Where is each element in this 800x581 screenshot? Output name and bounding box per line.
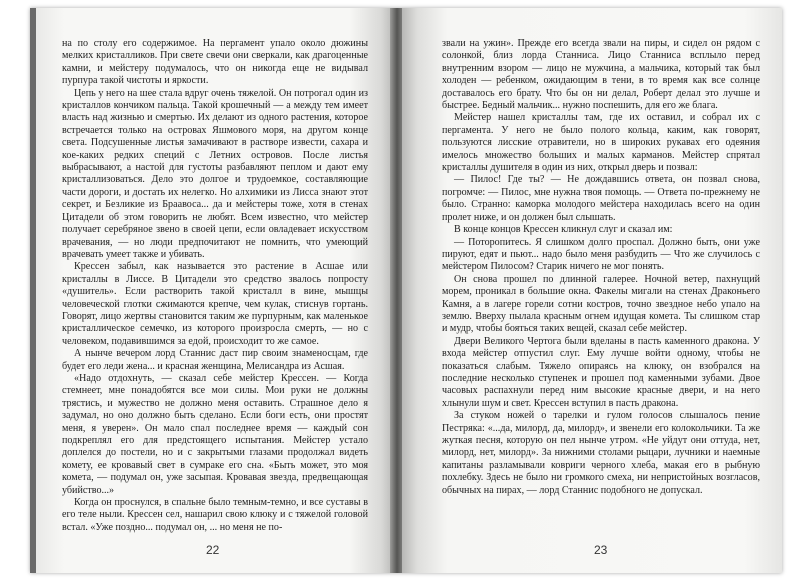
right-page-text [442, 38, 760, 497]
paragraph: — Пилос! Где ты? — Не дождавшись ответа, он позвал снова, погромче: — Пилос, мне нужна твоя помощь. — Ответа по-прежнему не было. Странно: каморка молодого мейстера находилась всего на один пролет ниже, и он должен был слышать. [442, 174, 760, 223]
paragraph: на по столу его содержимое. На пергамент упало около дюжины мелких кристалликов. При свете свечи они сверкали, как драгоценные камни, и мейстеру подумалось, что он никогда еще не видывал пурпура такой чистоты и яркости. [62, 38, 368, 87]
paragraph: Когда он проснулся, в спальне было темным-темно, и все суставы в его теле ныли. Крессен сел, нашарил свою клюку и с тяжелой головой встал. «Уже поздно... подумал он, ... но меня не по- [62, 497, 368, 533]
paragraph: — Поторопитесь. Я слишком долго проспал. Должно быть, они уже пируют, едят и пьют... надо было меня разбудить — Что же случилось с мейстером Пилосом? Старик ничего не мог понять. [442, 236, 760, 273]
paragraph: Цепь у него на шее стала вдруг очень тяжелой. Он потрогал один из кристаллов кончиком пальца. Такой крошечный — а между тем имеет власть над жизнью и смертью. Их делают из одного растения, которое встречается только на островах Яшмового моря, на другом конце света. Подсушенные листья замачивают в растворе извести, сахара и кое-каких редких специй с Летних островов. После листья выбрасывают, а настой для густоты разбавляют пеплом и дают ему кристаллизоваться. Дело это долгое и трудоемкое, составляющие части дороги, и достать их нелегко. Но алхимики из Лисса знают этот секрет, и Безликие из Браавоса... да и мейстеры тоже, хотя в стенах Цитадели об этом говорить не любят. Всем известно, что мейстер получает серебряное звено в своей цепи, если овладевает искусством врачевания, — но люди предпочитают не помнить, что умеющий врачевать умеет также и убивать. [62, 87, 368, 260]
page-number-right: 23 [594, 543, 608, 557]
page-number-left: 22 [206, 543, 220, 557]
left-page-text [62, 38, 368, 534]
paragraph: А нынче вечером лорд Станнис даст пир своим знаменосцам, где будет его леди жена... и красная женщина, Мелисандра из Асшая. [62, 348, 368, 372]
paragraph: Крессен забыл, как называется это растение в Асшае или кристаллы в Лиссе. В Цитадели это средство звалось попросту «душитель». Если растворить такой кристалл в вине, мышцы человеческой глотки сжимаются крепче, чем кулак, стиснув гортань. Говорят, лицо жертвы становится таким же пурпурным, как маленькое кристаллическое семечко, из которого произросла смерть, — но с человеком, подавившимся за едой, происходит то же самое. [62, 261, 368, 347]
paragraph: Мейстер нашел кристаллы там, где их оставил, и собрал их с пергамента. У него не было полого кольца, каким, как говорят, пользуются лисские отравители, но в широких рукавах его одеяния имелось множество больших и малых карманов. Мейстер спрятал кристаллы душителя в один из них, открыл дверь и позвал: [442, 112, 760, 174]
paragraph: За стуком ножей о тарелки и гулом голосов слышалось пение Пестряка: «...да, милорд, да, милорд», и звенели его колокольчики. Та же жуткая песня, которую он пел нынче утром. «Не уйдут они оттуда, нет, милорд, нет, милорд». За нижними столами рыцари, лучники и наемные капитаны разламывали ковриги черного хлеба, макая его в рыбную похлебку. Здесь не было ни громкого смеха, ни непристойных возгласов, обычных на пирах, — лорд Станнис подобного не допускал. [442, 410, 760, 496]
paragraph: В конце концов Крессен кликнул слуг и сказал им: [454, 224, 673, 236]
right-page [402, 8, 782, 573]
paragraph: звали на ужин». Прежде его всегда звали на пиры, и сидел он рядом с солонкой, близ лорда Станниса. Лицо Станниса всплыло перед внутренним взором — лицо не мужчина, а мальчика, который так был холоден — ребенком, ожидающим в тени, в то время как все солнце доставалось его брату. Что бы он ни делал, Роберт делал это лучше и быстрее. Бедный мальчик... нужно поспешить, для его же блага. [442, 38, 760, 112]
left-page [30, 8, 392, 573]
open-book [30, 8, 782, 573]
paragraph: «Надо отдохнуть, — сказал себе мейстер Крессен. — Когда стемнеет, мне понадобятся все мои силы. Мои руки не должны трястись, и мужество не должно меня оставить. Страшное дело я задумал, но оно должно быть сделано. Если боги есть, они простят меня, я уверен». Он мало спал последнее время — каждый сон подкреплял его для предстоящего испытания. Мейстер устало доплелся до постели, но и с закрытыми глазами продолжал видеть комету, ее кровавый свет в сумраке его сна. «Быть может, это моя комета, — подумал он, уже засыпая. Кровавая звезда, предвещающая убийство...» [62, 372, 368, 496]
paragraph: Он снова прошел по длинной галерее. Ночной ветер, пахнущий морем, проникал в большие окна. Факелы мигали на стенах Драконьего Камня, а в лагере горели сотни костров, точно звездное небо упало на землю. Вверху пылала красным огнем идущая комета. Ты слишком стар и мудр, чтобы бояться таких вещей, сказал себе мейстер. [442, 273, 760, 335]
paragraph: Двери Великого Чертога были вделаны в пасть каменного дракона. У входа мейстер отпустил слуг. Ему лучше войти одному, чтобы не показаться слабым. Тяжело опираясь на клюку, он взобрался на последние несколько ступенек и прошел под каменными зубами. Двое часовых распахнули перед ним высокие красные двери, и на него хлынули шум и свет. Крессен вступил в пасть дракона. [442, 335, 760, 409]
